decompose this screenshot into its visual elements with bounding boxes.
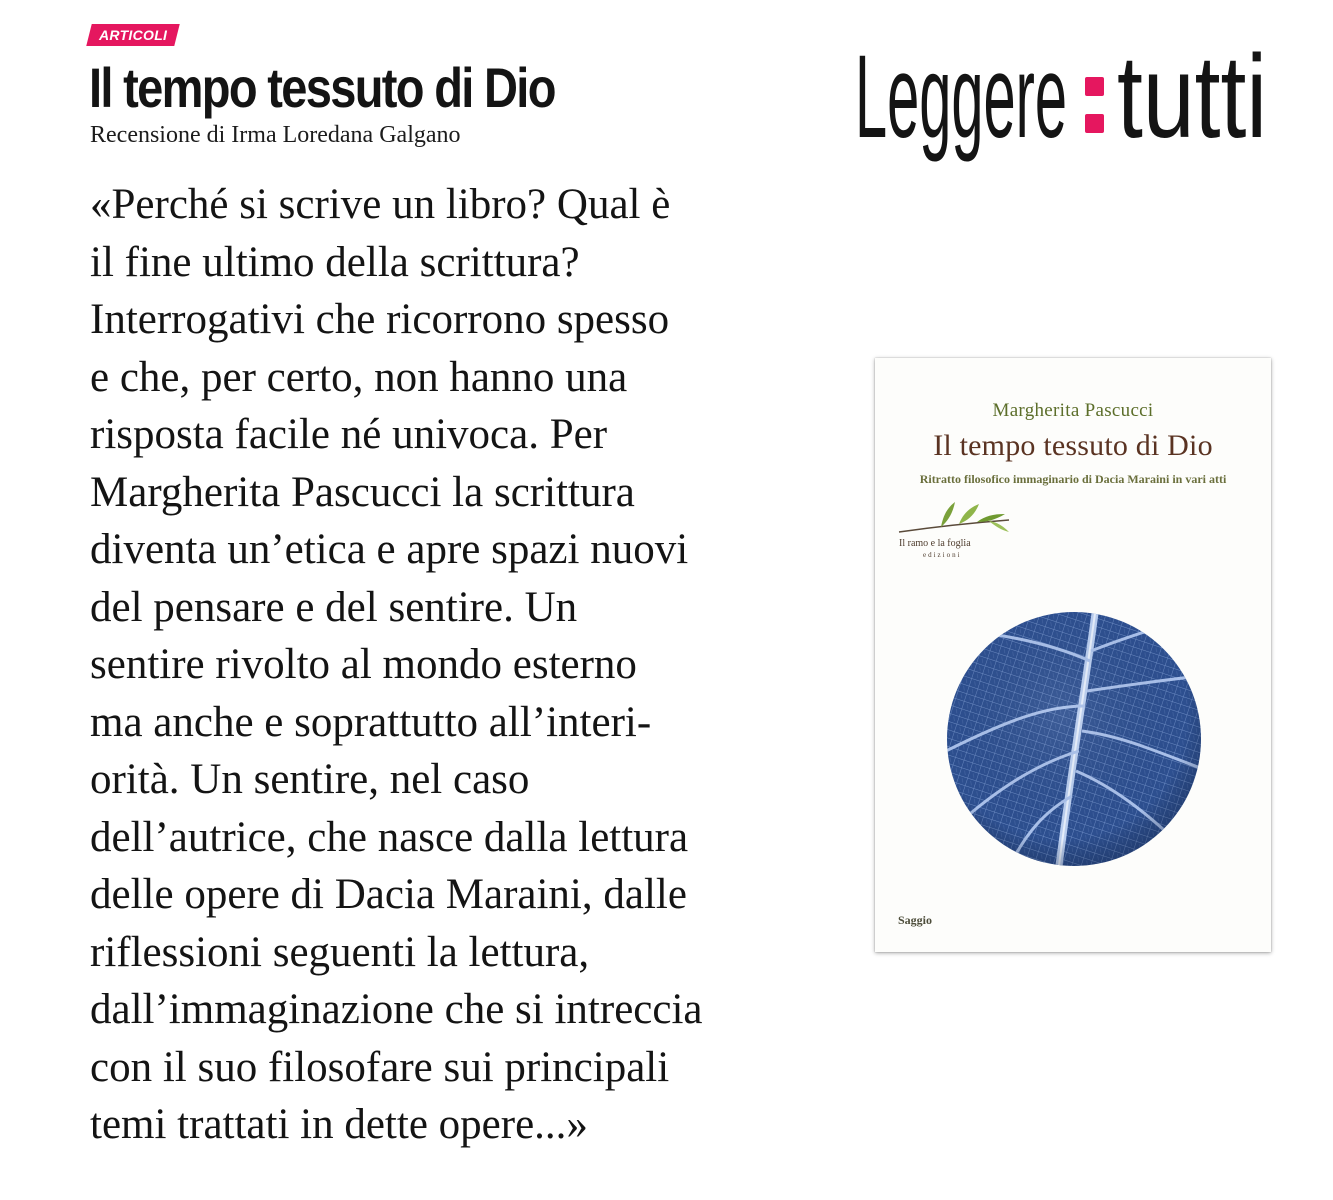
book-cover-author: Margherita Pascucci [992, 400, 1154, 421]
quote-line: con il suo filosofare sui principali [90, 1043, 670, 1091]
quote-line: il fine ultimo della scrittura? [90, 238, 580, 286]
quote-line: sentire rivolto al mondo esterno [90, 641, 637, 688]
brand-logo-dot-bottom [1085, 114, 1104, 133]
article-title: Il tempo tessuto di Dio [89, 56, 555, 119]
brand-logo-left: Leggere [855, 31, 1067, 163]
category-tag-label: ARTICOLI [98, 27, 168, 43]
quote-line: dall’immaginazione che si intreccia [90, 986, 703, 1033]
quote-line: risposta facile né univoca. Per [90, 411, 608, 458]
article-byline: Recensione di Irma Loredana Galgano [90, 122, 461, 148]
category-tag[interactable] [86, 24, 179, 46]
book-cover-subtitle: Ritratto filosofico immaginario di Dacia Maraini in vari atti [919, 472, 1227, 486]
quote-line: diventa un’etica e apre spazi nuovi [90, 526, 689, 573]
publisher-sub: edizioni [923, 551, 962, 559]
book-cover-title: Il tempo tessuto di Dio [933, 429, 1213, 462]
brand-logo-dot-top [1085, 77, 1104, 96]
quote-line: Margherita Pascucci la scrittura [90, 468, 635, 516]
quote-line: «Perché si scrive un libro? Qual è [90, 181, 671, 228]
quote-line: del pensare e del sentire. Un [90, 583, 578, 631]
leaf-circle-image [946, 611, 1202, 867]
brand-logo-wordmark [855, 28, 1270, 164]
quote-line: riflessioni seguenti la lettura, [90, 928, 590, 976]
book-cover[interactable] [875, 358, 1271, 952]
article-quote [90, 176, 790, 1154]
brand-logo-right: tutti [1117, 31, 1267, 163]
book-cover-genre: Saggio [898, 913, 933, 927]
publisher-logo [897, 498, 1015, 570]
publisher-name: Il ramo e la foglia [899, 538, 971, 549]
quote-line: delle opere di Dacia Maraini, dalle [90, 871, 687, 918]
quote-line: orità. Un sentire, nel caso [90, 756, 530, 803]
brand-logo[interactable] [855, 28, 1270, 164]
quote-line: ma anche e soprattutto all’interi- [90, 698, 652, 746]
leaf-icon [946, 611, 1202, 867]
quote-line: e che, per certo, non hanno una [90, 353, 628, 401]
quote-line: temi trattati in dette opere...» [90, 1101, 588, 1148]
branch-icon [897, 498, 1015, 538]
quote-line: Interrogativi che ricorrono spesso [90, 296, 670, 343]
quote-line: dell’autrice, che nasce dalla lettura [90, 813, 689, 861]
